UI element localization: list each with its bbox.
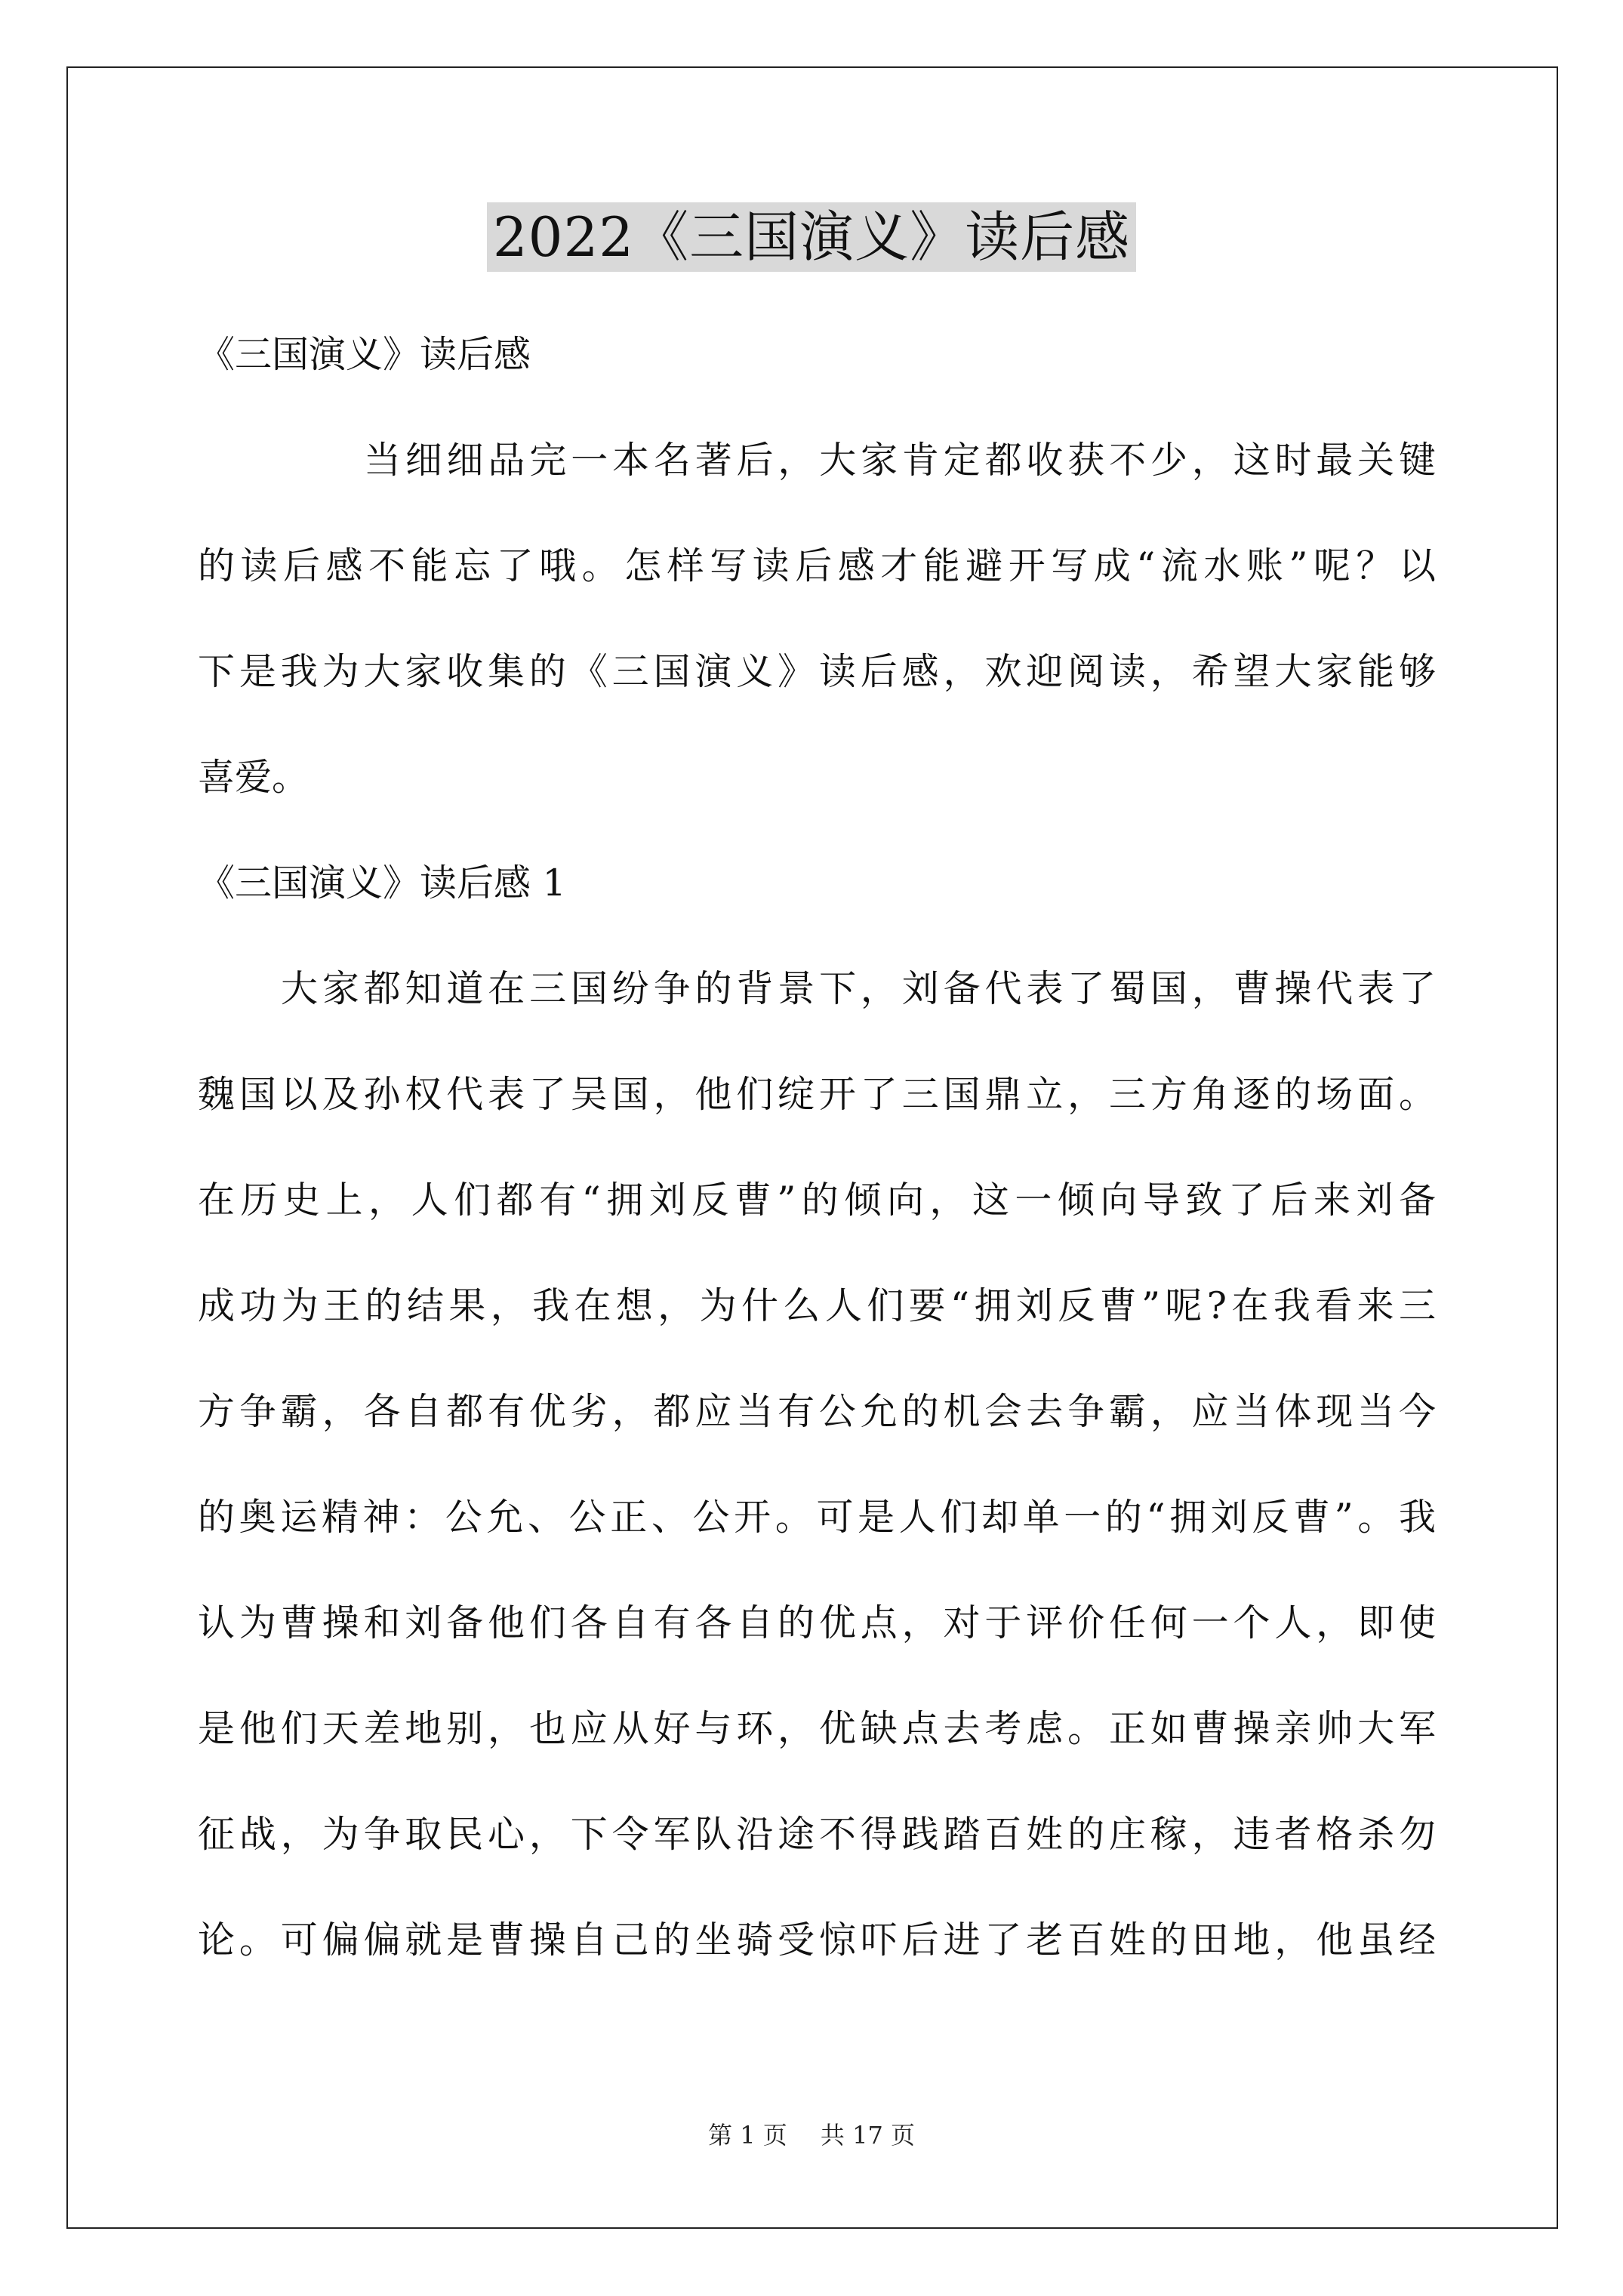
body-paragraph-line: 论。可偏偏就是曹操自己的坐骑受惊吓后进了老百姓的田地，他虽经 bbox=[198, 1918, 1436, 1962]
document-body bbox=[198, 302, 1436, 1993]
body-paragraph-line: 是他们天差地别，也应从好与环，优缺点去考虑。正如曹操亲帅大军 bbox=[198, 1707, 1436, 1750]
intro-paragraph-line: 的读后感不能忘了哦。怎样写读后感才能避开写成“流水账”呢？以 bbox=[198, 544, 1436, 587]
body-paragraph-line: 在历史上，人们都有“拥刘反曹”的倾向，这一倾向导致了后来刘备 bbox=[198, 1179, 1436, 1222]
body-paragraph-line: 大家都知道在三国纷争的背景下，刘备代表了蜀国，曹操代表了 bbox=[281, 967, 1436, 1010]
body-paragraph-line: 魏国以及孙权代表了吴国，他们绽开了三国鼎立，三方角逐的场面。 bbox=[198, 1073, 1436, 1116]
page-number-total: 共 17 页 bbox=[820, 2121, 915, 2150]
page-number-current: 第 1 页 bbox=[708, 2121, 787, 2150]
page-footer bbox=[0, 2120, 1623, 2150]
body-paragraph-line: 成功为王的结果，我在想，为什么人们要“拥刘反曹”呢?在我看来三 bbox=[198, 1284, 1436, 1327]
body-paragraph-line: 征战，为争取民心，下令军队沿途不得践踏百姓的庄稼，违者格杀勿 bbox=[198, 1813, 1436, 1856]
subtitle-heading-2: 《三国演义》读后感 1 bbox=[198, 861, 566, 905]
intro-paragraph-line: 下是我为大家收集的《三国演义》读后感，欢迎阅读，希望大家能够 bbox=[198, 650, 1436, 693]
body-paragraph-line: 的奥运精神：公允、公正、公开。可是人们却单一的“拥刘反曹”。我 bbox=[198, 1496, 1436, 1539]
subtitle-heading-1: 《三国演义》读后感 bbox=[198, 333, 531, 376]
body-paragraph-line: 方争霸，各自都有优劣，都应当有公允的机会去争霸，应当体现当今 bbox=[198, 1390, 1436, 1433]
intro-paragraph-line: 当细细品完一本名著后，大家肯定都收获不少，这时最关键 bbox=[364, 439, 1436, 482]
body-paragraph-line: 认为曹操和刘备他们各自有各自的优点，对于评价任何一个人，即使 bbox=[198, 1601, 1436, 1644]
intro-paragraph-line: 喜爱。 bbox=[198, 756, 310, 799]
document-title bbox=[0, 199, 1623, 275]
document-title-text: 2022《三国演义》读后感 bbox=[487, 202, 1136, 272]
